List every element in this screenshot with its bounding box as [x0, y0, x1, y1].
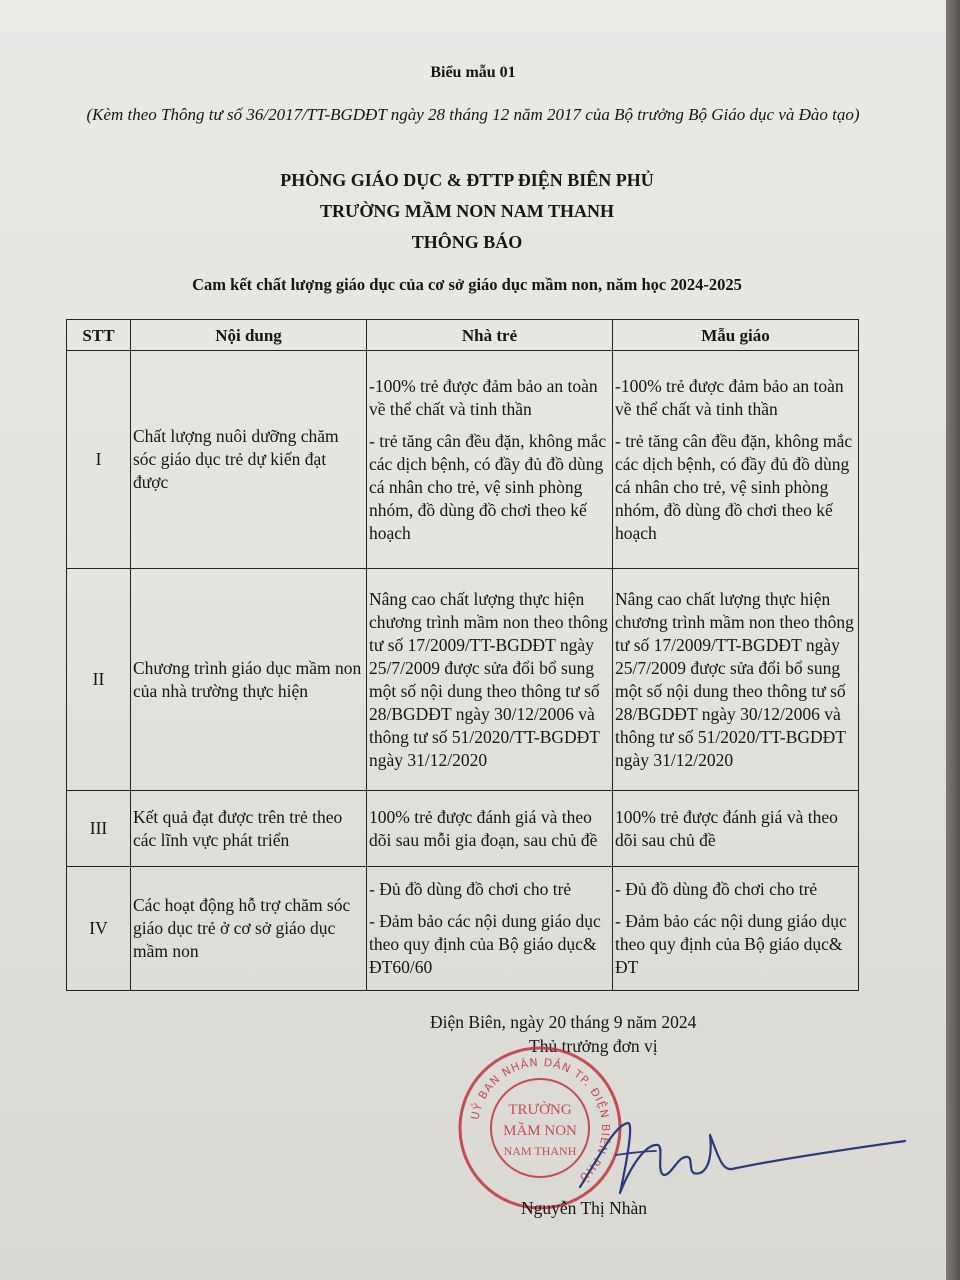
department-name: PHÒNG GIÁO DỤC & ĐTTP ĐIỆN BIÊN PHỦ [280, 170, 654, 190]
table-header-row [67, 320, 859, 351]
table-row [67, 867, 859, 991]
handwritten-signature [560, 1115, 920, 1205]
mau-giao-text: Nâng cao chất lượng thực hiện chương trình mầm non theo thông tư số 17/2009/TT-BGDĐT ngày 25/7/2009 được sửa đổi bổ sung một số nội dung theo thông tư số 28/BGDĐT ngày 30/12/2006 và thông tư số 51/2020/TT-BGDĐT ngày 31/12/2020 [615, 588, 854, 770]
mau-giao-cell [613, 569, 859, 791]
background-edge [946, 0, 960, 1280]
row-content: Các hoạt động hỗ trợ chăm sóc giáo dục trẻ ở cơ sở giáo dục mầm non [131, 867, 367, 991]
header-mau-giao: Mẫu giáo [613, 320, 859, 351]
stamp-line: MẦM NON [503, 1123, 577, 1139]
nha-tre-text: -100% trẻ được đảm bảo an toàn về thể chất và tinh thần [369, 375, 598, 419]
nha-tre-cell [367, 791, 613, 867]
school-name: TRƯỜNG MẦM NON NAM THANH [320, 201, 614, 221]
header-stt: STT [67, 320, 131, 351]
commitment-table [66, 319, 859, 991]
document-title: THÔNG BÁO [411, 232, 523, 252]
row-number: III [67, 791, 131, 867]
table-row [67, 791, 859, 867]
mau-giao-text: - Đủ đồ dùng đồ chơi cho trẻ [615, 879, 818, 899]
table-row [67, 351, 859, 569]
nha-tre-cell [367, 351, 613, 569]
mau-giao-cell [613, 791, 859, 867]
table-row [67, 569, 859, 791]
header-content: Nội dung [131, 320, 367, 351]
header-nha-tre: Nhà trẻ [367, 320, 613, 351]
signer-role: Thủ trưởng đơn vị [529, 1036, 658, 1056]
row-number: I [67, 351, 131, 569]
nha-tre-text: - Đảm bảo các nội dung giáo dục theo quy định của Bộ giáo dục& ĐT60/60 [369, 911, 601, 977]
signer-name: Nguyễn Thị Nhàn [521, 1198, 648, 1218]
stamp-ring-text: UỶ BAN NHÂN DÂN TP. ĐIỆN BIÊN PHỦ [468, 1055, 613, 1185]
stamp-line: NAM THANH [503, 1144, 577, 1158]
mau-giao-text: - Đảm bảo các nội dung giáo dục theo quy định của Bộ giáo dục& ĐT [615, 911, 847, 977]
document-subtitle: Cam kết chất lượng giáo dục của cơ sở giáo dục mầm non, năm học 2024-2025 [192, 275, 742, 294]
row-number: IV [67, 867, 131, 991]
stamp-line: TRƯỜNG [508, 1102, 572, 1118]
mau-giao-text: - trẻ tăng cân đều đặn, không mắc các dịch bệnh, có đầy đủ đồ dùng cá nhân cho trẻ, vệ sinh phòng nhóm, đồ dùng đồ chơi theo kế hoạch [615, 430, 853, 543]
nha-tre-text: - trẻ tăng cân đều đặn, không mắc các dịch bệnh, có đầy đủ đồ dùng cá nhân cho trẻ, vệ sinh phòng nhóm, đồ dùng đồ chơi theo kế hoạch [369, 430, 607, 543]
attachment-note: (Kèm theo Thông tư số 36/2017/TT-BGDĐT ngày 28 tháng 12 năm 2017 của Bộ trưởng Bộ Giáo dục và Đào tạo) [86, 105, 860, 124]
mau-giao-cell [613, 867, 859, 991]
nha-tre-text: 100% trẻ được đánh giá và theo dõi sau mỗi gia đoạn, sau chủ đề [369, 806, 598, 850]
row-content: Chất lượng nuôi dưỡng chăm sóc giáo dục trẻ dự kiến đạt được [131, 351, 367, 569]
row-number: II [67, 569, 131, 791]
mau-giao-text: -100% trẻ được đảm bảo an toàn về thể chất và tinh thần [615, 375, 844, 419]
date-line: Điện Biên, ngày 20 tháng 9 năm 2024 [430, 1012, 697, 1032]
form-number: Biểu mẫu 01 [430, 64, 516, 81]
row-content: Kết quả đạt được trên trẻ theo các lĩnh vực phát triển [131, 791, 367, 867]
nha-tre-cell [367, 867, 613, 991]
nha-tre-text: - Đủ đồ dùng đồ chơi cho trẻ [369, 879, 572, 899]
nha-tre-cell [367, 569, 613, 791]
mau-giao-cell [613, 351, 859, 569]
nha-tre-text: Nâng cao chất lượng thực hiện chương trình mầm non theo thông tư số 17/2009/TT-BGDĐT ngày 25/7/2009 được sửa đổi bổ sung một số nội dung theo thông tư số 28/BGDĐT ngày 30/12/2006 và thông tư số 51/2020/TT-BGDĐT ngày 31/12/2020 [369, 588, 608, 770]
row-content: Chương trình giáo dục mầm non của nhà trường thực hiện [131, 569, 367, 791]
mau-giao-text: 100% trẻ được đánh giá và theo dõi sau chủ đề [615, 806, 838, 850]
